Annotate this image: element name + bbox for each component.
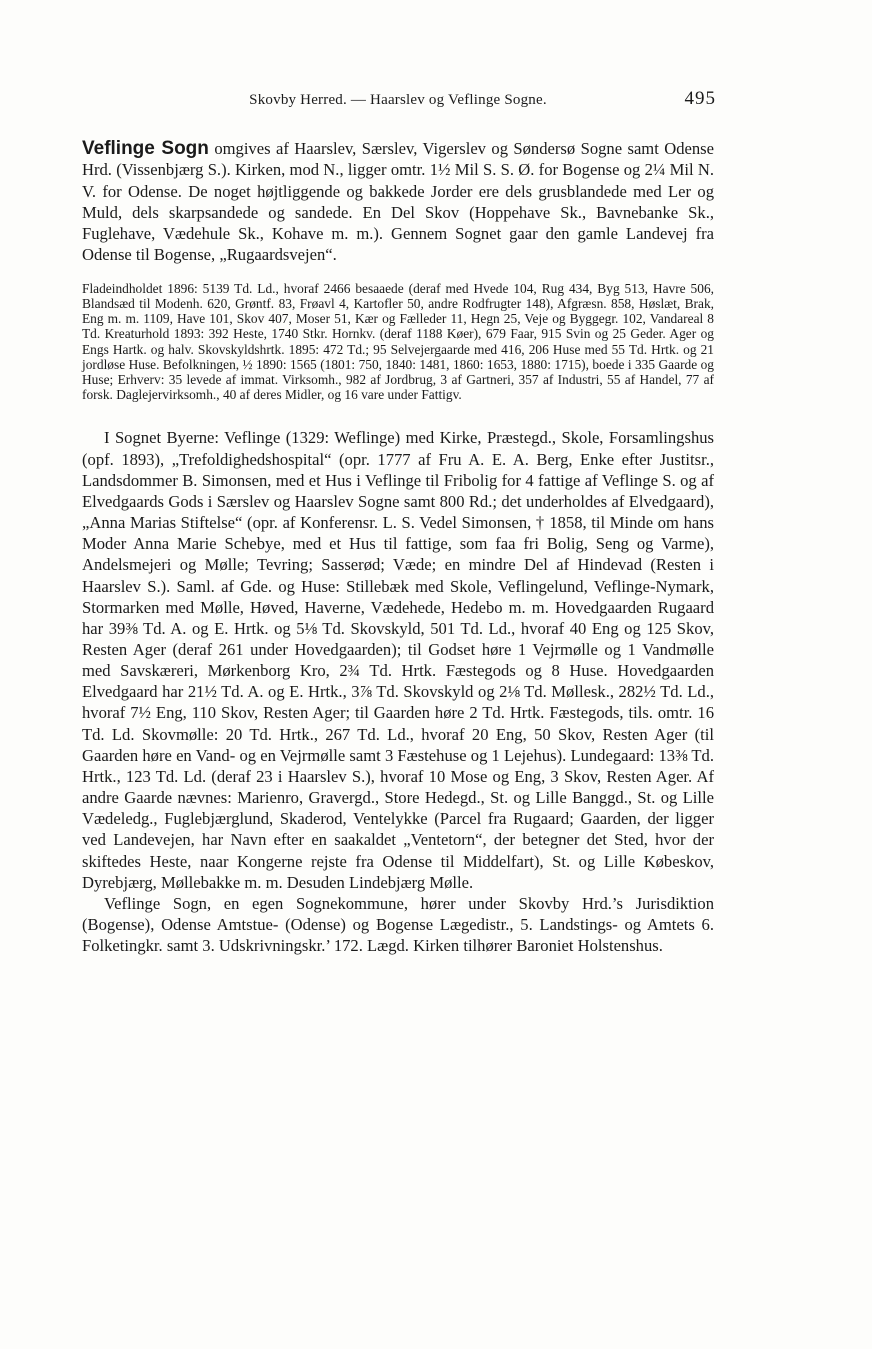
intro-text: omgives af Haarslev, Særslev, Vigerslev og Søndersø Sogne samt Odense Hrd. (Vissenbjærg S.). Kirken, mod N., ligger omtr. 1½ Mil S. S. Ø. for Bogense og 2¼ Mil N. V. for Odense. De noget højtliggende og bakkede Jorder ere dels grusblandede med Ler og Muld, dels skarpsandede og sandede. En Del Skov (Hoppehave Sk., Bavnebanke Sk., Fuglehave, Vædehule Sk., Kohave m. m.). Gennem Sognet gaar den gamle Landevej fra Odense til Bogense, „Rugaardsvejen“. — [82, 139, 715, 265]
parish-name: Veflinge Sogn — [82, 138, 209, 159]
villages-paragraph: I Sognet Byerne: Veflinge (1329: Weflinge) med Kirke, Præstegd., Skole, Forsamlingshus (opf. 1893), „Trefoldighedshospital“ (opr. 1777 af Fru A. E. A. Berg, Enke efter Justitsr., Landsdommer B. Simonsen, med et Hus i Veflinge til Fribolig for 4 fattige af Veflinge S. og af Elvedgaards Gods i Særslev og Haarslev Sogne samt 800 Rd.; det underholdes af Elvedgaard), „Anna Marias Stiftelse“ (opr. af Konferensr. L. S. Vedel Simonsen, † 1858, til Minde om hans Moder Anna Marie Schebye, med et Hus til fattige, som faa fri Bolig, Seng og Varme), Andelsmejeri og Mølle; Tevring; Sasserød; Væde; en mindre Del af Hindevad (Resten i Haarslev S.). Saml. af Gde. og Huse: Stillebæk med Skole, Veflingelund, Veflinge-Nymark, Stormarken med Mølle, Høved, Haverne, Vædehede, Hedebo m. m. Hovedgaarden Rugaard har 39⅜ Td. A. og E. Hrtk. og 5⅛ Td. Skovskyld, 501 Td. Ld., hvoraf 40 Eng og 125 Skov, Resten Ager (deraf 261 under Hovedgaarden); til Godset høre 1 Vejrmølle og 1 Vandmølle med Savskæreri, Mørkenborg Kro, 2¾ Td. Hrtk. Fæstegods og 8 Huse. Hovedgaarden Elvedgaard har 21½ Td. A. og E. Hrtk., 3⅞ Td. Skovskyld og 2⅛ Td. Møllesk., 282½ Td. Ld., hvoraf 7½ Eng, 110 Skov, Resten Ager; til Gaarden høre 2 Td. Hrtk. Fæstegods, tils. omtr. 16 Td. Ld. Skovmølle: 20 Td. Hrtk., 267 Td. Ld., hvoraf 20 Eng, 50 Skov, Resten Ager (til Gaarden høre en Vand- og en Vejrmølle samt 3 Fæstehuse og 1 Lejehus). Lundegaard: 13⅜ Td. Hrtk., 123 Td. Ld. (deraf 23 i Haarslev S.), hvoraf 10 Mose og Eng, 3 Skov, Resten Ager. Af andre Gaarde nævnes: Marienro, Gravergd., Store Hedegd., St. og Lille Banggd., St. og Lille Vædeledg., Fuglebjærglund, Skaderod, Ventelykke (Parcel fra Rugaard; Gaarden, der ligger ved Landevejen, har Navn efter en saakaldet „Ventetorn“, der betegner det Sted, hvor der skiftedes Heste, naar Kongerne rejste fra Odense til Middelfart), St. og Lille Købeskov, Dyrebjærg, Møllebakke m. m. Desuden Lindebjærg Mølle. — [82, 428, 714, 892]
page-number: 495 — [684, 88, 716, 109]
book-page — [82, 88, 714, 956]
jurisdiction-paragraph: Veflinge Sogn, en egen Sognekommune, hører under Skovby Hrd.’s Jurisdiktion (Bogense), Odense Amtstue- (Odense) og Bogense Lægedistr., 5. Landstings- og Amtets 6. Folketingkr. samt 3. Udskrivningskr.’ 172. Lægd. Kirken tilhører Baroniet Holstenshus. — [82, 893, 714, 956]
intro-paragraph — [82, 138, 714, 266]
statistics-paragraph: Fladeindholdet 1896: 5139 Td. Ld., hvoraf 2466 besaaede (deraf med Hvede 104, Rug 434, Byg 513, Havre 506, Blandsæd til Modenh. 620, Grøntf. 83, Frøavl 4, Kartofler 50, andre Rodfrugter 148), Afgræsn. 858, Høslæt, Brak, Eng m. m. 1109, Have 101, Skov 407, Moser 51, Kær og Fælleder 11, Hegn 25, Veje og Byggegr. 102, Vandareal 8 Td. Kreaturhold 1893: 392 Heste, 1740 Stkr. Hornkv. (deraf 1188 Køer), 679 Faar, 915 Svin og 25 Geder. Ager og Engs Hartk. og halv. Skovskyldshrtk. 1895: 472 Td.; 95 Selvejergaarde med 416, 206 Huse med 55 Td. Hrtk. og 21 jordløse Huse. Befolkningen, ½ 1890: 1565 (1801: 750, 1840: 1481, 1860: 1653, 1880: 1715), boede i 335 Gaarde og Huse; Erhverv: 35 levede af immat. Virksomh., 982 af Jordbrug, 3 af Gartneri, 357 af Industri, 55 af Handel, 77 af forsk. Daglejervirksomh., 40 af deres Midler, og 16 vare under Fattigv. — [82, 280, 714, 403]
running-title: Skovby Herred. — Haarslev og Veflinge Sogne. — [249, 92, 547, 108]
running-head — [82, 88, 714, 114]
